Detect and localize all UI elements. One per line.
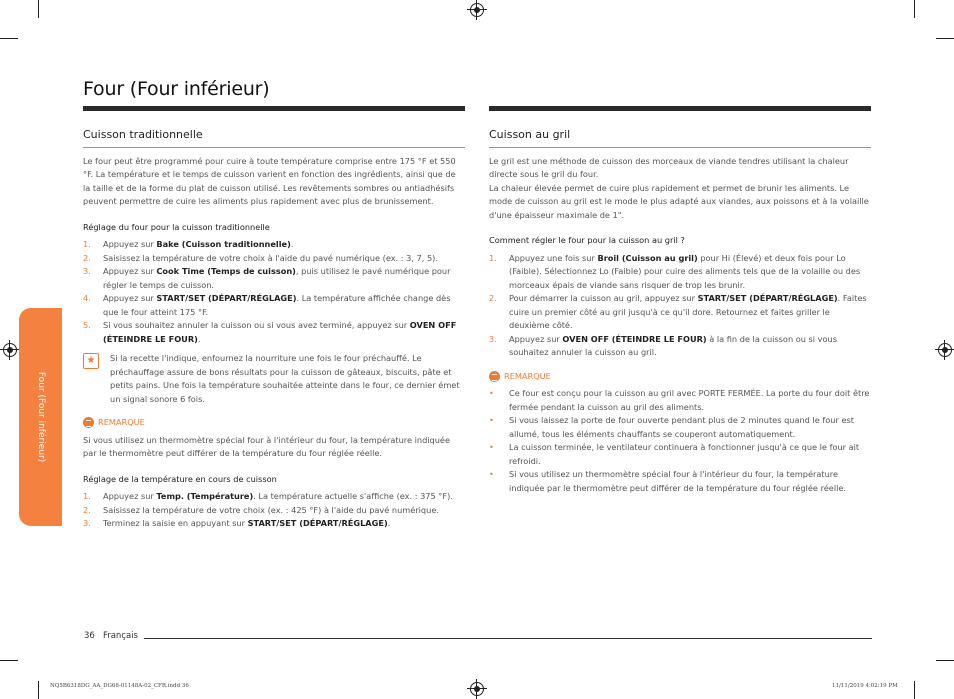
step-item: 1. Appuyez une fois sur Broil (Cuisson au gril) pour Hi (Élevé) et deux fois pour Lo (Faible). Sélectionnez Lo (Faible) pour cuire des aliments tels que de la volaille ou des morceaux épais de viande sans risquer de trop les brunir. (489, 252, 861, 290)
bullet-item: • La cuisson terminée, le ventilateur continuera à fonctionner jusqu'à ce que le four ait refroidi. (489, 441, 871, 468)
remark-heading: REMARQUE (489, 370, 871, 384)
crop-mark (936, 660, 954, 661)
side-tab (19, 308, 62, 526)
note-icon (489, 371, 500, 382)
crop-mark (0, 660, 18, 661)
step-item: 2. Pour démarrer la cuisson au gril, appuyez sur START/SET (DÉPART/RÉGLAGE). Faites cuire un premier côté au gril jusqu'à ce qu'il dore. Retournez et faites griller le deuxième côté. (489, 293, 867, 330)
section-title: Cuisson traditionnelle (83, 128, 465, 148)
crop-mark (936, 38, 954, 39)
bullet-item: • Si vous laissez la porte de four ouverte pendant plus de 2 minutes quand le four est allumé, tous les éléments chauffants se couperont automatiquement. (489, 414, 871, 441)
step-item: 4. Appuyez sur START/SET (DÉPART/RÉGLAGE). La température affichée change dès que le four atteint 175 °F. (83, 293, 451, 317)
section-bar (83, 106, 465, 111)
registration-mark-icon (3, 343, 17, 357)
steps-list (83, 238, 465, 346)
tip-text: Si la recette l'indique, enfournez la nourriture une fois le four préchauffé. Le préchauffage assure de bons résultats pour la cuisson de gâteaux, biscuits, pâte et petits pains. Une fois la température souhaitée atteinte dans le four, ce dernier émet un signal sonore 6 fois. (110, 353, 460, 404)
right-column (489, 128, 871, 495)
intro-paragraph: Le gril est une méthode de cuisson des morceaux de viande tendres utilisant la chaleur directe sous le gril du four. (489, 155, 849, 179)
step-item: 3. Appuyez sur Cook Time (Temps de cuisson), puis utilisez le pavé numérique pour régler le temps de cuisson. (83, 266, 451, 290)
steps-list (83, 490, 465, 531)
footer-language: Français (102, 631, 138, 641)
step-item: 2. Saisissez la température de votre choix à l'aide du pavé numérique (ex. : 3, 7, 5). (83, 252, 438, 263)
subheading: Réglage de la température en cours de cuisson (83, 473, 277, 484)
bullet-item: • Ce four est conçu pour la cuisson au gril avec PORTE FERMÉE. La porte du four doit être fermée pendant la cuisson au gril des aliments. (489, 387, 871, 414)
subheading: Comment régler le four pour la cuisson au gril ? (489, 235, 685, 245)
registration-mark-icon (470, 3, 484, 17)
crop-mark (914, 681, 915, 699)
crop-mark (914, 0, 915, 18)
left-column (83, 128, 465, 537)
step-item: 3. Appuyez sur OVEN OFF (ÉTEINDRE LE FOUR) à la fin de la cuisson ou si vous souhaitez annuler la cuisson au gril. (489, 333, 837, 357)
crop-mark (0, 38, 18, 39)
bullet-item: • Si vous utilisez un thermomètre spécial four à l'intérieur du four, la température indiquée par le thermomètre peut différer de la température du four réglée réelle. (489, 468, 871, 495)
crop-mark (38, 681, 39, 699)
footer-rule (144, 638, 872, 639)
step-item: 3. Terminez la saisie en appuyant sur START/SET (DÉPART/RÉGLAGE). (83, 518, 391, 528)
step-item: 1. Appuyez sur Temp. (Température). La température actuelle s'affiche (ex. : 375 °F). (83, 491, 453, 501)
registration-mark-icon (938, 343, 952, 357)
tip-box (83, 352, 465, 406)
remark-heading: REMARQUE (83, 416, 465, 430)
step-item: 1. Appuyez sur Bake (Cuisson traditionnelle). (83, 239, 294, 249)
step-item: 5. Si vous souhaitez annuler la cuisson ou si vous avez terminé, appuyez sur OVEN OFF (ÉTEINDRE LE FOUR). (83, 320, 457, 344)
steps-list (489, 252, 871, 360)
intro-paragraph: Le four peut être programmé pour cuire à toute température comprise entre 175 °F et 550 °F. La température et le temps de cuisson varient en fonction des ingrédients, ainsi que de la taille et de la forme du plat de cuisson utilisé. Les revêtements sombres ou antiadhésifs peuvent permettre de cuire les aliments plus rapidement avec plus de brunissement. (83, 155, 456, 206)
slug-timestamp: 11/11/2019 4:02:19 PM (832, 683, 898, 689)
footer (84, 631, 138, 641)
star-icon: ★ (83, 353, 99, 369)
remark-text: Si vous utilisez un thermomètre spécial four à l'intérieur du four, la température indiquée par le thermomètre peut différer de la température du four réglée réelle. (83, 434, 450, 458)
section-title: Cuisson au gril (489, 128, 871, 148)
slug-filename: NQ5B6318DG_AA_DG68-01148A-02_CFR.indd 36 (50, 683, 189, 689)
bullet-list (489, 387, 871, 495)
subheading: Réglage du four pour la cuisson traditionnelle (83, 221, 270, 232)
crop-mark (38, 0, 39, 18)
note-icon (83, 417, 94, 428)
step-item: 2. Saisissez la température de votre choix (ex. : 425 °F) à l'aide du pavé numérique. (83, 504, 439, 515)
registration-mark-icon (470, 682, 484, 696)
page-title: Four (Four inférieur) (83, 78, 270, 100)
page-number: 36 (84, 631, 95, 641)
intro-paragraph: La chaleur élevée permet de cuire plus rapidement et permet de brunir les aliments. Le mode de cuisson au gril est le mode le plus adapté aux viandes, aux poissons et à la volaille d'une épaisseur maximale de 1". (489, 182, 869, 220)
side-tab-label: Four (Four inférieur) (35, 371, 46, 463)
section-bar (489, 106, 871, 111)
